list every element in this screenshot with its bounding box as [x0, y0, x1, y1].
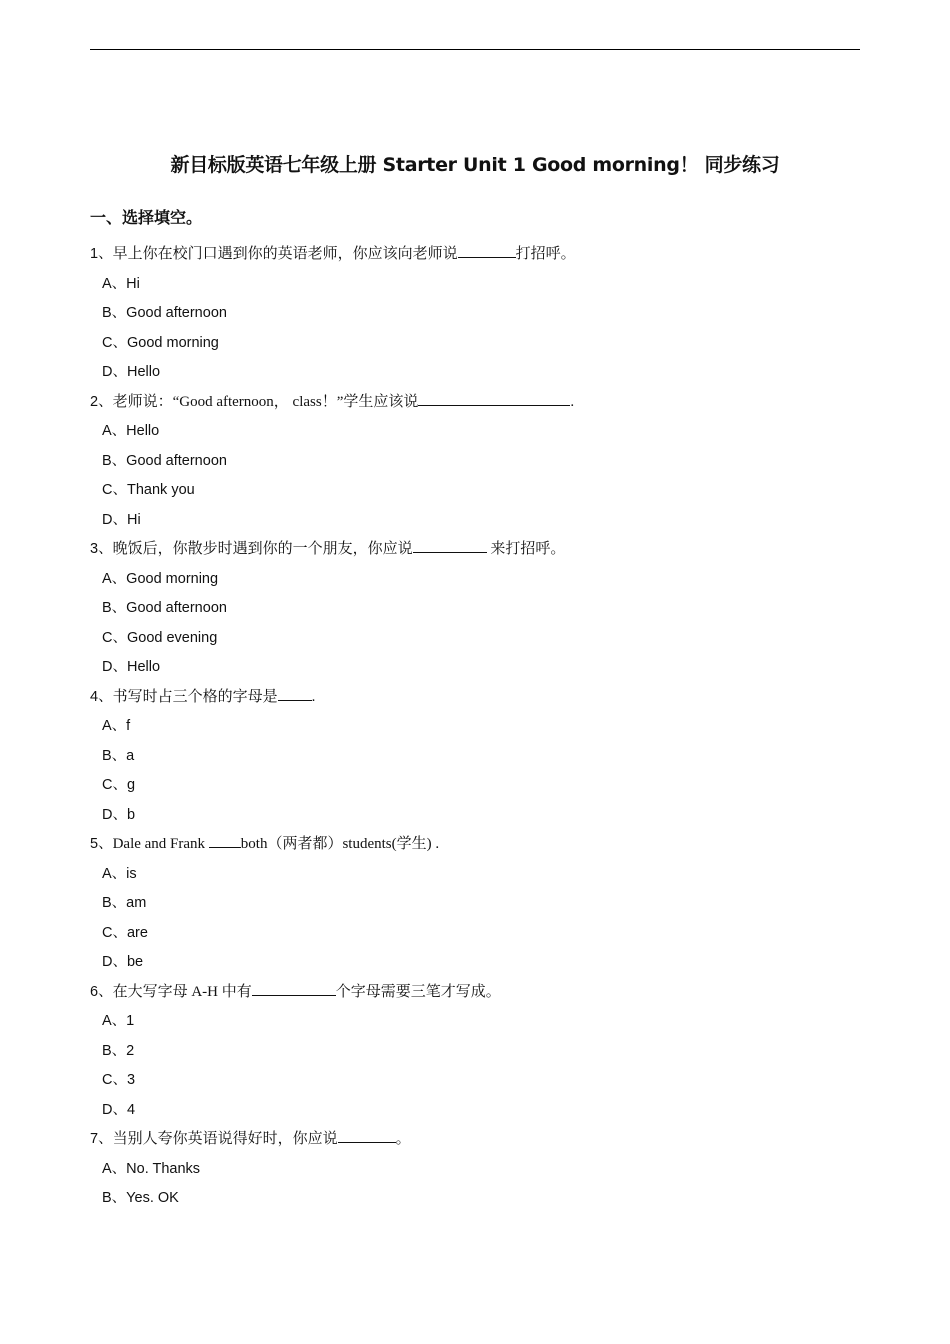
answer-option — [90, 565, 870, 595]
answer-option — [90, 1066, 870, 1096]
option-letter: A、 — [102, 718, 127, 734]
option-text: No. Thanks — [126, 1160, 201, 1177]
question-stem — [90, 1125, 870, 1155]
answer-blank — [338, 1127, 396, 1143]
option-letter: C、 — [102, 924, 127, 941]
option-text: Hello — [126, 364, 161, 380]
question-list — [90, 240, 870, 1214]
option-text: 3 — [126, 1072, 136, 1088]
answer-blank — [418, 390, 570, 406]
question-text: 书写时占三个格的字母是 — [112, 688, 278, 705]
option-text: Good afternoon — [126, 600, 227, 616]
option-text: 1 — [126, 1013, 135, 1029]
option-letter: A、 — [102, 1013, 127, 1029]
answer-option — [90, 299, 870, 329]
option-letter: C、 — [102, 629, 127, 646]
question-number: 5、 — [90, 836, 113, 852]
answer-option — [90, 358, 870, 388]
option-letter: B、 — [102, 452, 127, 469]
option-letter: C、 — [102, 777, 127, 793]
question-stem — [90, 978, 870, 1008]
question-number: 4、 — [90, 688, 113, 705]
question-text-end: . — [311, 688, 316, 705]
question-text-end: both（两者都）students(学生) . — [240, 836, 440, 852]
answer-option — [90, 801, 870, 831]
question-text-end: 。 — [395, 1131, 411, 1147]
question-number: 2、 — [90, 393, 113, 410]
question-stem — [90, 240, 870, 270]
answer-option — [90, 712, 870, 742]
option-letter: A、 — [102, 1160, 127, 1177]
option-text: Good evening — [126, 629, 218, 646]
option-text: g — [126, 777, 136, 793]
option-letter: D、 — [102, 954, 127, 970]
option-text: Good afternoon — [126, 305, 227, 321]
document-title: 新目标版英语七年级上册 Starter Unit 1 Good morning！ 同步练习 — [170, 154, 780, 176]
answer-option — [90, 919, 870, 949]
option-letter: B、 — [102, 600, 127, 616]
question-text: Dale and Frank — [112, 836, 209, 852]
answer-option — [90, 270, 870, 300]
question-number: 6、 — [90, 983, 113, 1000]
question-text-end: 来打招呼。 — [486, 541, 566, 557]
answer-option — [90, 889, 870, 919]
option-letter: B、 — [102, 1190, 127, 1206]
option-letter: A、 — [102, 865, 127, 882]
option-text: Hi — [126, 275, 140, 292]
option-text: a — [126, 747, 135, 764]
answer-option — [90, 624, 870, 654]
option-text: Thank you — [126, 482, 195, 498]
answer-option — [90, 447, 870, 477]
answer-option — [90, 860, 870, 890]
question-text-end: . — [570, 393, 575, 410]
option-letter: D、 — [102, 364, 127, 380]
option-text: Hi — [126, 511, 141, 528]
answer-option — [90, 506, 870, 536]
option-letter: B、 — [102, 895, 127, 911]
option-letter: C、 — [102, 334, 127, 351]
option-letter: D、 — [102, 1101, 127, 1118]
question-text: 老师说：“Good afternoon， class！”学生应该说 — [112, 393, 419, 410]
option-letter: B、 — [102, 1042, 127, 1059]
option-text: Good afternoon — [126, 452, 227, 469]
answer-option — [90, 1096, 870, 1126]
answer-option — [90, 329, 870, 359]
option-text: Good morning — [126, 334, 219, 351]
option-letter: A、 — [102, 275, 127, 292]
question-number: 1、 — [90, 246, 113, 262]
answer-option — [90, 476, 870, 506]
option-letter: B、 — [102, 305, 127, 321]
question-text: 早上你在校门口遇到你的英语老师，你应该向老师说 — [112, 246, 458, 262]
answer-blank — [413, 537, 487, 553]
question-text: 晚饭后，你散步时遇到你的一个朋友，你应说 — [112, 541, 413, 557]
option-text: f — [126, 718, 131, 734]
question-number: 7、 — [90, 1131, 113, 1147]
answer-option — [90, 948, 870, 978]
option-text: Good morning — [126, 570, 219, 587]
answer-blank — [278, 685, 312, 701]
answer-option — [90, 742, 870, 772]
option-letter: A、 — [102, 570, 127, 587]
option-letter: C、 — [102, 482, 127, 498]
answer-blank — [252, 980, 336, 996]
option-text: is — [126, 865, 137, 882]
answer-blank — [458, 242, 516, 258]
question-text: 在大写字母 A-H 中有 — [112, 983, 252, 1000]
option-text: Yes. OK — [126, 1190, 179, 1206]
option-text: 4 — [126, 1101, 136, 1118]
question-text-end: 打招呼。 — [515, 246, 576, 262]
option-letter: D、 — [102, 511, 127, 528]
question-text: 当别人夸你英语说得好时，你应说 — [112, 1131, 338, 1147]
option-letter: D、 — [102, 659, 127, 675]
question-stem — [90, 388, 870, 418]
answer-option — [90, 417, 870, 447]
option-letter: A、 — [102, 423, 127, 439]
question-stem — [90, 535, 870, 565]
option-letter: C、 — [102, 1072, 127, 1088]
answer-option — [90, 1155, 870, 1185]
answer-option — [90, 1007, 870, 1037]
option-text: am — [126, 895, 147, 911]
answer-option — [90, 1184, 870, 1214]
option-text: are — [126, 924, 148, 941]
option-text: Hello — [126, 423, 160, 439]
answer-option — [90, 653, 870, 683]
option-letter: D、 — [102, 806, 127, 823]
option-letter: B、 — [102, 747, 127, 764]
header-rule — [90, 49, 860, 50]
option-text: Hello — [126, 659, 161, 675]
question-number: 3、 — [90, 541, 113, 557]
answer-option — [90, 771, 870, 801]
answer-option — [90, 1037, 870, 1067]
option-text: be — [126, 954, 144, 970]
option-text: b — [126, 806, 136, 823]
question-text-end: 个字母需要三笔才写成。 — [335, 983, 501, 1000]
section-heading: 一、选择填空。 — [90, 208, 203, 227]
answer-blank — [209, 832, 241, 848]
question-stem — [90, 830, 870, 860]
question-stem — [90, 683, 870, 713]
answer-option — [90, 594, 870, 624]
option-text: 2 — [126, 1042, 135, 1059]
